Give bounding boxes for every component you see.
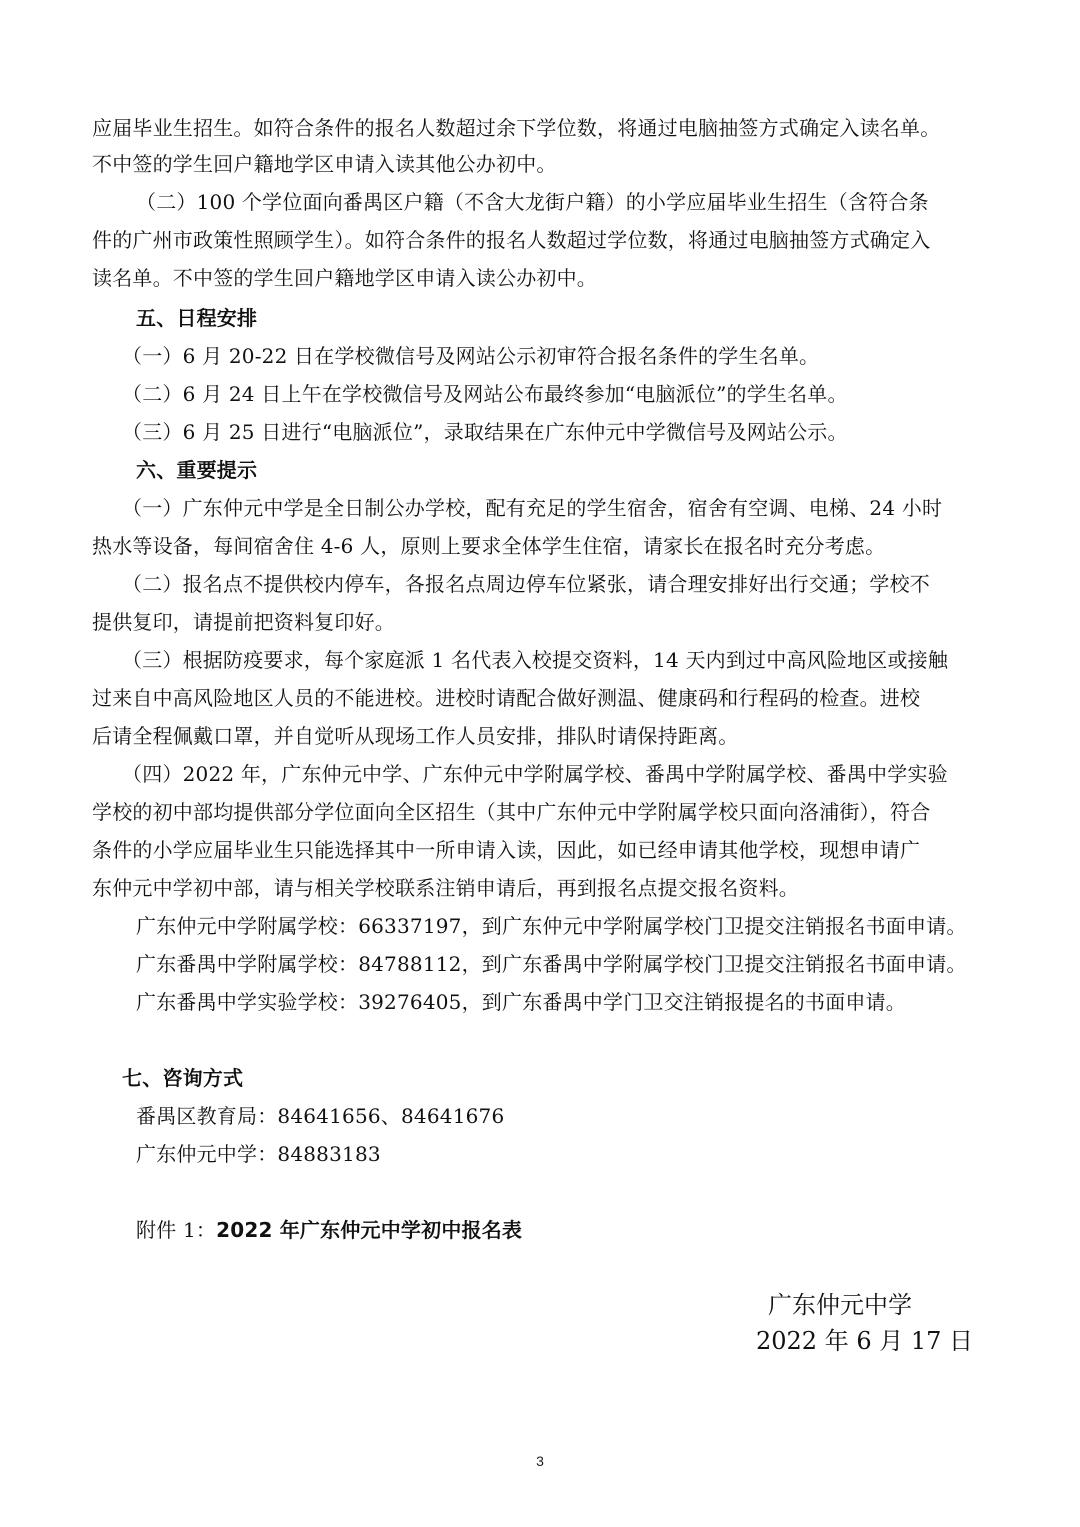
- signature-date: 2022 年 6 月 17 日: [756, 1327, 974, 1355]
- attachment-title: 2022 年广东仲元中学初中报名表: [216, 1218, 523, 1242]
- schedule-item: （一）6 月 20-22 日在学校微信号及网站公示初审符合报名条件的学生名单。: [122, 344, 820, 368]
- contact-line: 广东仲元中学：84883183: [136, 1142, 381, 1166]
- attachment-prefix: 附件 1：: [136, 1218, 217, 1242]
- notes-line: （一）广东仲元中学是全日制公办学校，配有充足的学生宿舍，宿舍有空调、电梯、24 小时: [122, 496, 943, 520]
- notes-line: 提供复印，请提前把资料复印好。: [92, 610, 395, 634]
- section-heading-contact: 七、咨询方式: [122, 1066, 244, 1090]
- page-number: 3: [536, 1453, 544, 1469]
- notes-line: 东仲元中学初中部，请与相关学校联系注销申请后，再到报名点提交报名资料。: [92, 876, 799, 900]
- notes-line: 条件的小学应届毕业生只能选择其中一所申请入读，因此，如已经申请其他学校，现想申请广: [92, 838, 921, 862]
- notes-line: 广东仲元中学附属学校：66337197，到广东仲元中学附属学校门卫提交注销报名书面申请。: [136, 914, 967, 938]
- paragraph-line: 应届毕业生招生。如符合条件的报名人数超过余下学位数，将通过电脑抽签方式确定入读名单。: [92, 116, 941, 140]
- paragraph-line: 读名单。不中签的学生回户籍地学区申请入读公办初中。: [92, 266, 597, 290]
- section-heading-notes: 六、重要提示: [136, 458, 258, 482]
- paragraph-line: 件的广州市政策性照顾学生）。如符合条件的报名人数超过学位数，将通过电脑抽签方式确定入: [92, 228, 931, 252]
- notes-line: 过来自中高风险地区人员的不能进校。进校时请配合做好测温、健康码和行程码的检查。进校: [92, 686, 921, 710]
- notes-line: 学校的初中部均提供部分学位面向全区招生（其中广东仲元中学附属学校只面向洛浦街），符合: [92, 800, 931, 824]
- schedule-item: （三）6 月 25 日进行“电脑派位”，录取结果在广东仲元中学微信号及网站公示。: [122, 420, 848, 444]
- paragraph-line: 不中签的学生回户籍地学区申请入读其他公办初中。: [92, 152, 557, 176]
- contact-line: 番禺区教育局：84641656、84641676: [136, 1104, 505, 1128]
- paragraph-line: （二）100 个学位面向番禺区户籍（不含大龙街户籍）的小学应届毕业生招生（含符合条: [136, 190, 929, 214]
- schedule-item: （二）6 月 24 日上午在学校微信号及网站公布最终参加“电脑派位”的学生名单。: [122, 382, 848, 406]
- notes-line: 广东番禺中学附属学校：84788112，到广东番禺中学附属学校门卫提交注销报名书面申请。: [136, 952, 967, 976]
- notes-line: （四）2022 年，广东仲元中学、广东仲元中学附属学校、番禺中学附属学校、番禺中学实验: [122, 762, 948, 786]
- section-heading-schedule: 五、日程安排: [136, 306, 258, 330]
- signature-org: 广东仲元中学: [768, 1291, 912, 1319]
- notes-line: 后请全程佩戴口罩，并自觉听从现场工作人员安排，排队时请保持距离。: [92, 724, 739, 748]
- attachment-line: [136, 1216, 992, 1244]
- notes-line: （二）报名点不提供校内停车，各报名点周边停车位紧张，请合理安排好出行交通；学校不: [122, 572, 930, 596]
- notes-line: （三）根据防疫要求，每个家庭派 1 名代表入校提交资料，14 天内到过中高风险地区或接触: [122, 648, 949, 672]
- notes-line: 广东番禺中学实验学校：39276405，到广东番禺中学门卫交注销报提名的书面申请。: [136, 990, 906, 1014]
- notes-line: 热水等设备，每间宿舍住 4-6 人，原则上要求全体学生住宿，请家长在报名时充分考虑。: [92, 534, 886, 558]
